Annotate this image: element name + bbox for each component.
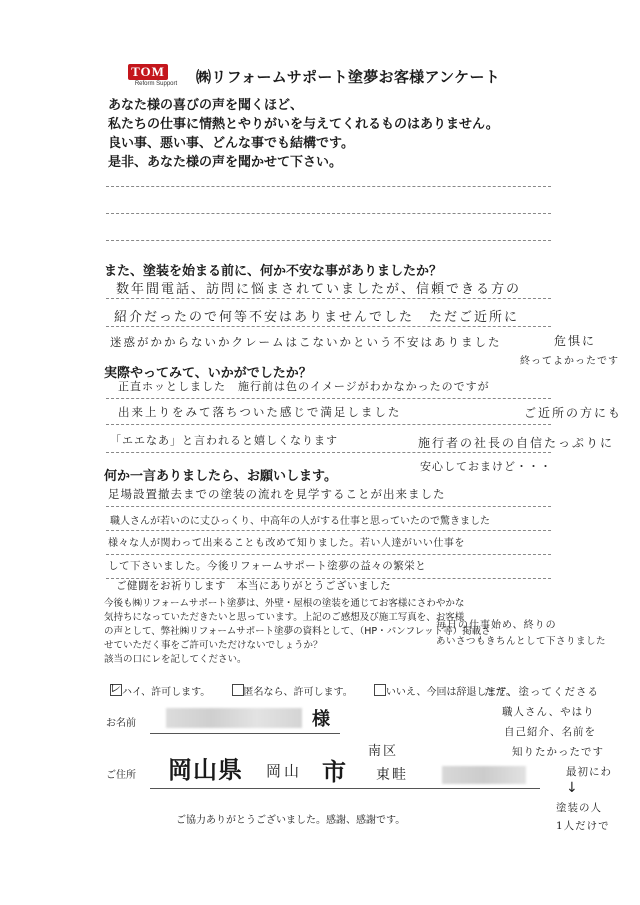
question-1-label: また、塗装を始まる前に、何か不安な事がありましたか？ [104,264,443,279]
q2-answer-line: 施行者の社長の自信たっぷりに [418,436,615,450]
company-logo [126,64,186,94]
address-redacted [442,766,526,784]
dashed-rule [106,298,551,299]
q2-answer-line: ご近所の方にも [524,406,623,420]
side-note: 知りたかったです [512,746,604,758]
q2-answer-line: 正直ホッとしました 施行前は色のイメージがわかなかったのですが [118,380,490,393]
side-note: 毎日の仕事始め、終りの [436,620,557,631]
checkbox-allow[interactable] [109,681,122,696]
dashed-rule [106,213,551,214]
name-underline [150,733,340,734]
side-note: 自己紹介、名前を [504,726,596,738]
q3-answer-line: 様々な人が関わって出来ることも改めて知りました。若い人達がいい仕事を [108,538,465,549]
consent-line: 該当の口にレを記してください。 [104,654,247,665]
consent-options [110,683,534,698]
q1-answer-line: 数年間電話、訪問に悩まされていましたが、信頼できる方の [116,282,522,297]
q1-answer-line: 危惧に [554,334,597,348]
name-suffix: 様 [312,709,330,730]
thanks-message: ご協力ありがとうございました。感謝、感謝です。 [176,815,406,826]
q2-answer-line: 「エエなあ」と言われると嬉しくなります [110,434,338,447]
address-underline [150,788,540,789]
name-label: お名前 [106,718,136,729]
q1-answer-line: 迷惑がかからないかクレームはこないかという不安はありました [110,335,502,349]
side-note: 職人さん、やはり [502,706,595,718]
q3-answer-line: して下さいました。今後リフォームサポート塗夢の益々の繁栄と [108,560,427,572]
prefecture: 岡山県 [168,756,243,784]
dashed-rule [106,506,551,507]
down-arrow-icon: ↓ [566,780,578,796]
q1-answer-line: 終ってよかったです [520,356,619,367]
address-label: ご住所 [106,770,136,781]
consent-line: 今後も㈱リフォームサポート塗夢は、外壁・屋根の塗装を通じてお客様にさわやかな [104,598,465,609]
intro-line: 私たちの仕事に情熱とやりがいを与えてくれるものはありません。 [108,117,499,132]
logo-subtitle: Reform Support [134,81,178,87]
side-note: 最初にわ [566,766,612,778]
consent-line: 気持ちになっていただきたいと思っています。上記のご感想及び施工写真を、お客様 [104,612,465,623]
dashed-rule [106,186,551,187]
q2-answer-line: 出来上りをみて落ちついた感じで満足しました [118,405,402,419]
area-handwritten: 東畦 [376,767,408,783]
side-note: ただ、塗ってくださる [484,686,599,698]
consent-line: せていただく事をご許可いただけないでしょうか？ [104,640,323,651]
side-note: あいさつもきちんとして下さりました [436,636,607,647]
dashed-rule [106,326,551,327]
intro-line: あなた様の喜びの声を聞くほど、 [108,98,304,113]
option-allow[interactable]: レ ハイ、許可します。 [109,681,211,698]
dashed-rule [106,240,551,241]
side-note: 塗装の人 [556,802,602,814]
q3-answer-line: ご健闘をお祈りします 本当にありがとうございました [116,580,391,592]
intro-line: 良い事、悪い事、どんな事でも結構です。 [108,136,354,151]
intro-line: 是非、あなた様の声を聞かせて下さい。 [108,155,343,170]
q1-answer-line: 紹介だったので何等不安はありませんでした ただご近所に [114,310,520,325]
side-note: 1人だけで [556,820,610,832]
ward-handwritten: 南区 [368,744,399,759]
question-2-label: 実際やってみて、いかがでしたか？ [104,366,312,381]
check-mark: レ [109,681,122,695]
q3-answer-line: 足場設置撤去までの塗装の流れを見学することが出来ました [108,487,446,501]
name-redacted [166,708,302,728]
intro-text [108,96,558,172]
logo-mark: TOM [128,64,168,80]
city-handwritten: 岡山 [266,762,303,780]
option-anonymous[interactable]: 匿名なら、許可します。 [232,687,356,698]
q2-answer-line: 安心しておまけど・・・ [420,460,552,473]
checkbox-anonymous[interactable] [232,684,244,696]
city-suffix: 市 [322,758,346,786]
question-3-label: 何か一言ありましたら、お願いします。 [104,469,337,484]
checkbox-decline[interactable] [374,684,386,696]
dashed-rule [106,530,551,531]
dashed-rule [106,452,551,453]
consent-line: の声として、弊社㈱リフォームサポート塗夢の資料として、（HP・パンフレット等）掲載さ [104,626,491,637]
q3-answer-line: 職人さんが若いのに丈ひっくり、中高年の人がする仕事と思っていたので驚きました [110,516,490,527]
dashed-rule [106,398,551,399]
option-decline[interactable]: いいえ、今回は辞退します。 [374,687,516,698]
dashed-rule [106,554,551,555]
consent-text [104,597,544,667]
dashed-rule [106,424,551,425]
survey-title: ㈱リフォームサポート塗夢お客様アンケート [196,68,501,86]
